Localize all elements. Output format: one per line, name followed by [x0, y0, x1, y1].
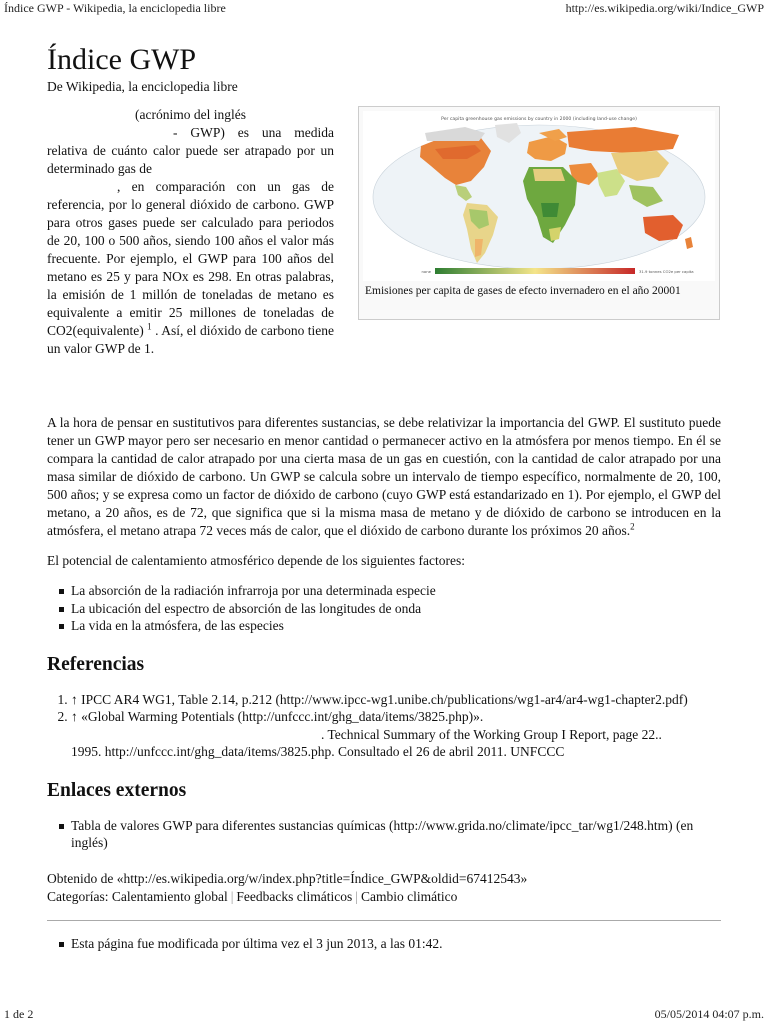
page-header-url[interactable]: http://es.wikipedia.org/wiki/Indice_GWP	[565, 1, 764, 15]
category-separator: |	[355, 888, 358, 904]
legend-color-scale	[435, 268, 635, 274]
intro-section	[47, 106, 721, 414]
paragraph-factors-intro: El potencial de calentamiento atmosférico depende de los siguientes factores:	[47, 553, 465, 568]
page-number: 1 de 2	[4, 1007, 34, 1021]
categories-label: Categorías:	[47, 888, 109, 904]
figure-caption: Emisiones per capita de gases de efecto invernadero en el año 20001	[365, 285, 681, 297]
footer-info-list	[47, 935, 721, 953]
category-link[interactable]: Calentamiento global	[111, 888, 228, 904]
factors-list	[47, 582, 721, 635]
section-heading-enlaces-externos: Enlaces externos	[47, 779, 187, 801]
retrieved-from[interactable]: Obtenido de «http://es.wikipedia.org/w/index.php?title=Índice_GWP&oldid=67412543»	[47, 870, 528, 886]
external-links-list	[47, 817, 721, 852]
category-separator: |	[230, 888, 234, 904]
footnote-ref-1[interactable]: 1	[147, 321, 152, 332]
reference-item-2[interactable]	[71, 708, 721, 761]
category-link[interactable]: Cambio climático	[360, 888, 458, 904]
reference-item-1[interactable]: 1. ↑ IPCC AR4 WG1, Table 2.14, p.212 (http://www.ipcc-wg1.unibe.ch/publications/wg1-ar4/ar4-wg1-chapter2.pdf)	[71, 691, 721, 709]
categories-bar	[47, 888, 721, 906]
intro-line-2: - GWP) es una medida relativa de cuánto calor puede ser atrapado por un determinado gas de	[47, 125, 334, 176]
intro-line-4: . Así, el dióxido de carbono tiene un valor GWP de 1.	[47, 323, 335, 356]
legend-max-label: 31.9 tonnes CO2e per capita	[639, 269, 694, 274]
external-link-item[interactable]: Tabla de valores GWP para diferentes sustancias químicas (http://www.grida.no/climate/ipcc_tar/wg1/248.htm) (en inglés)	[71, 817, 721, 852]
world-emissions-map[interactable]	[363, 111, 715, 281]
reference-2-source: . Technical Summary of the Working Group I Report, page 22..	[321, 726, 662, 742]
page-title: Índice GWP	[47, 43, 197, 76]
page-subtitle: De Wikipedia, la enciclopedia libre	[47, 79, 238, 94]
intro-paragraph	[47, 106, 334, 358]
footnote-ref-2[interactable]: 2	[630, 521, 635, 532]
list-item: La vida en la atmósfera, de las especies	[71, 617, 721, 635]
figure-thumbnail	[358, 106, 720, 320]
section-heading-referencias: Referencias	[47, 653, 145, 675]
last-modified-note: Esta página fue modificada por última vez el 3 jun 2013, a las 01:42.	[71, 935, 721, 953]
paragraph-gwp-context	[47, 414, 721, 540]
article-content	[47, 42, 721, 952]
category-link[interactable]: Feedbacks climáticos	[236, 888, 353, 904]
print-datetime: 05/05/2014 04:07 p.m.	[654, 1007, 764, 1021]
legend-min-label: none	[421, 269, 431, 274]
reference-2-title[interactable]: ↑ «Global Warming Potentials (http://unfccc.int/ghg_data/items/3825.php)».	[71, 709, 484, 724]
reference-2-details: 1995. http://unfccc.int/ghg_data/items/3825.php. Consultado el 26 de abril 2011. UNFCCC	[71, 744, 565, 759]
list-item: La ubicación del espectro de absorción de las longitudes de onda	[71, 600, 721, 618]
intro-line-1: (acrónimo del inglés	[135, 107, 246, 122]
intro-line-3: , en comparación con un gas de referencia, por lo general dióxido de carbono. GWP para otros gases puede ser calculado para periodos de 20, 100 o 500 años, siendo 100 años el valor más frecuente. Por ejemplo, el GWP para 100 años del metano es 25 y para NOx es 298. En otras palabras, la emisión de 1 millón de toneladas de metano es equivalente a emitir 25 millones de toneladas de CO2(equivalente)	[47, 179, 334, 338]
paragraph-gwp-context-text: A la hora de pensar en sustitutivos para diferentes sustancias, se debe relativizar la importancia del GWP. El sustituto puede tener un GWP mayor pero ser necesario en menor cantidad o permanecer activo en la atmósfera por menos tiempo. En él se compara la cantidad de calor atrapado por una cierta masa de un gas en cuestión, con la cantidad de calor atrapado por una masa similar de dióxido de carbono. Un GWP se calcula sobre un intervalo de tiempo específico, normalmente de 20, 100, 500 años; y se expresa como un factor de dióxido de carbono (cuyo GWP está estandarizado en 1). Por ejemplo, el GWP del metano, a 20 años, es de 72, que significa que si la misma masa de metano y de dióxido de carbono se introducen en la atmósfera, el metano atrapa 72 veces más de calor, que el dióxido de carbono durante los próximos 20 años.	[47, 415, 721, 538]
footer-divider	[47, 920, 721, 921]
page-header-title: Índice GWP - Wikipedia, la enciclopedia libre	[4, 1, 226, 15]
references-list	[47, 691, 721, 761]
map-title: Per capita greenhouse gas emissions by country in 2000 (including land-use change)	[441, 117, 637, 122]
list-item: La absorción de la radiación infrarroja por una determinada especie	[71, 582, 721, 600]
